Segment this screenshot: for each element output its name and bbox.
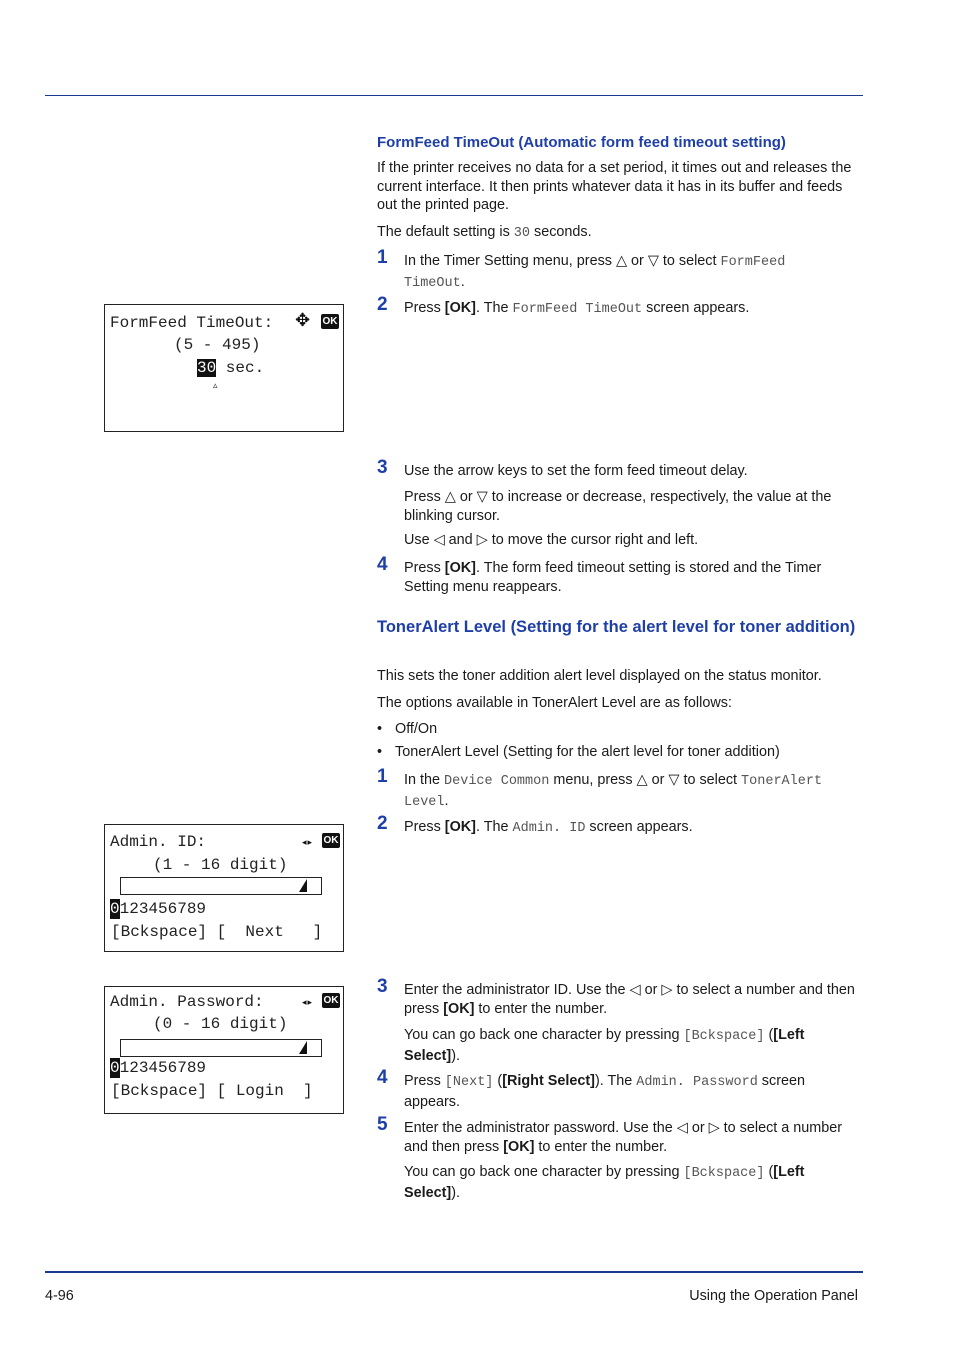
step-number: 5 bbox=[377, 1114, 388, 1135]
lcd-value: 30 bbox=[197, 359, 217, 377]
toneralert-intro: This sets the toner addition alert level displayed on the status monitor. bbox=[377, 668, 822, 684]
lcd-title: Admin. Password: bbox=[110, 993, 264, 1011]
formfeed-heading: FormFeed TimeOut (Automatic form feed timeout setting) bbox=[377, 134, 786, 151]
digit-selector: 0123456789 bbox=[110, 1059, 207, 1077]
step-number: 4 bbox=[377, 554, 388, 575]
password-entry-field bbox=[120, 1039, 322, 1057]
page-number: 4-96 bbox=[45, 1288, 74, 1304]
formfeed-step-3-detail-2: Use ◁ and ▷ to move the cursor right and left. bbox=[404, 532, 699, 548]
left-right-arrow-icon: ◂▸ bbox=[302, 998, 314, 1008]
footer-rule bbox=[45, 1271, 863, 1273]
step-number: 1 bbox=[377, 247, 388, 268]
step-number: 2 bbox=[377, 294, 388, 315]
formfeed-default: The default setting is 30 seconds. bbox=[377, 224, 592, 241]
step-number: 3 bbox=[377, 457, 388, 478]
step-number: 2 bbox=[377, 813, 388, 834]
backspace-note: You can go back one character by pressing [Bckspace] ([Left Select]). bbox=[404, 1027, 805, 1064]
toneralert-heading: TonerAlert Level (Setting for the alert level for toner addition) bbox=[377, 618, 856, 636]
cursor-marker-icon bbox=[299, 879, 307, 892]
lcd-range: (1 - 16 digit) bbox=[153, 856, 288, 874]
lcd-value-line: 30 sec. bbox=[197, 359, 265, 377]
lcd-softkeys: [Bckspace] [ Next ] bbox=[111, 923, 323, 941]
admin-id-lcd-screen bbox=[104, 824, 344, 952]
step-number: 1 bbox=[377, 766, 388, 787]
lcd-range: (5 - 495) bbox=[174, 336, 261, 354]
step-number: 3 bbox=[377, 976, 388, 997]
backspace-note: You can go back one character by pressing [Bckspace] ([Left Select]). bbox=[404, 1164, 805, 1201]
cursor-caret-icon: ▵ bbox=[213, 381, 218, 391]
ok-icon: OK bbox=[322, 316, 338, 327]
cursor-marker-icon bbox=[299, 1041, 307, 1054]
formfeed-lcd-screen bbox=[104, 304, 344, 432]
four-way-arrow-icon: ✥ bbox=[295, 310, 312, 331]
admin-password-lcd-screen bbox=[104, 986, 344, 1114]
ok-icon: OK bbox=[323, 995, 339, 1006]
lcd-title: Admin. ID: bbox=[110, 833, 207, 851]
header-rule bbox=[45, 95, 863, 96]
id-entry-field bbox=[120, 877, 322, 895]
digit-selector: 0123456789 bbox=[110, 900, 207, 918]
lcd-title: FormFeed TimeOut: bbox=[110, 314, 274, 332]
toneralert-options-intro: The options available in TonerAlert Level are as follows: bbox=[377, 695, 732, 711]
formfeed-step-3-detail-1: Press △ or ▽ to increase or decrease, respectively, the value at the blinking cursor. bbox=[404, 489, 832, 524]
ok-icon: OK bbox=[323, 835, 339, 846]
lcd-softkeys: [Bckspace] [ Login ] bbox=[111, 1082, 313, 1100]
footer-section-title: Using the Operation Panel bbox=[689, 1288, 858, 1304]
lcd-range: (0 - 16 digit) bbox=[153, 1015, 288, 1033]
left-right-arrow-icon: ◂▸ bbox=[302, 838, 314, 848]
step-number: 4 bbox=[377, 1067, 388, 1088]
formfeed-intro: If the printer receives no data for a set period, it times out and releases the current interface. It then prints whatever data it has in its buffer and feeds out the printed page. bbox=[377, 160, 852, 213]
